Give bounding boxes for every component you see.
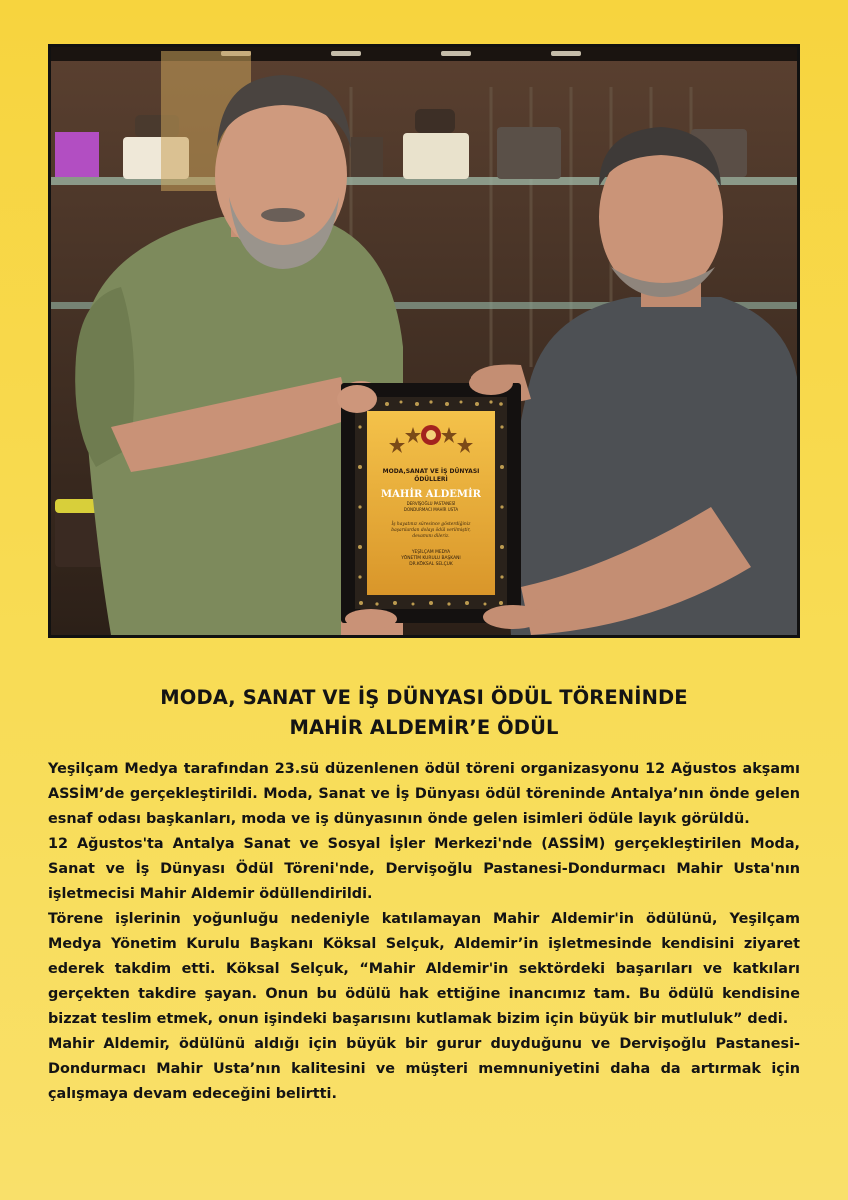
headline-line-1: MODA, SANAT VE İŞ DÜNYASI ÖDÜL TÖRENİNDE bbox=[160, 686, 688, 709]
plaque-business-line2: DONDURMACI MAHİR USTA bbox=[403, 507, 459, 512]
plaque-message-line1: İş hayatınız süresince gösterdiğiniz bbox=[391, 522, 471, 527]
plaque-recipient: MAHİR ALDEMİR bbox=[381, 489, 481, 500]
article-paragraph: Mahir Aldemir, ödülünü aldığı için büyük bir gurur duyduğunu ve Dervişoğlu Pastanesi-Dondurmacı Mahir Usta’nın kalitesini ve müşteri memnuniyetini daha da artırmak için çalışmaya devam edeceğini belirtti. bbox=[48, 1036, 800, 1102]
article-paragraph: Törene işlerinin yoğunluğu nedeniyle katılamayan Mahir Aldemir'in ödülünü, Yeşilçam Medya Yönetim Kurulu Başkanı Köksal Selçuk, Aldemir’in işletmesinde kendisini ziyaret ederek takdim etti. Köksal Selçuk, “Mahir Aldemir'in sektördeki başarıları ve katkıları gerçekten takdire şayan. Onun bu ödülü hak ettiğine inancımız tam. Bu ödülü kendisine bizzat teslim etmek, onun işindeki başarısını kutlamak bizim için büyük bir mutluluk” dedi. bbox=[48, 911, 800, 1027]
article-body bbox=[48, 757, 800, 1107]
award-photo-illustration bbox=[51, 47, 797, 635]
plaque-signature-line3: DR.KÖKSAL SELÇUK bbox=[409, 562, 453, 567]
award-photo bbox=[48, 44, 800, 638]
article-paragraph: 12 Ağustos'ta Antalya Sanat ve Sosyal İşler Merkezi'nde (ASSİM) gerçekleştirilen Moda, Sanat ve İş Dünyası Ödül Töreni'nde, Dervişoğlu Pastanesi-Dondurmacı Mahir Usta'nın işletmecisi Mahir Aldemir ödüllendirildi. bbox=[48, 836, 800, 902]
article-paragraph: Yeşilçam Medya tarafından 23.sü düzenlenen ödül töreni organizasyonu 12 Ağustos akşamı ASSİM’de gerçekleştirildi. Moda, Sanat ve İş Dünyası ödül töreninde Antalya’nın önde gelen esnaf odası başkanları, moda ve iş dünyasının önde gelen isimleri ödüle layık görüldü. bbox=[48, 761, 800, 827]
plaque-message-line2: başarılardan dolayı ödül verilmiştir, bbox=[391, 528, 471, 533]
headline bbox=[0, 683, 848, 743]
plaque-title-line1: MODA,SANAT VE İŞ DÜNYASI bbox=[382, 468, 480, 475]
plaque-business-line1: DERVİŞOĞLU PASTANESİ bbox=[406, 501, 456, 506]
plaque-signature-line1: YEŞİLÇAM MEDYA bbox=[411, 550, 451, 555]
plaque-title-line2: ÖDÜLLERİ bbox=[414, 476, 448, 483]
headline-line-2: MAHİR ALDEMİR’E ÖDÜL bbox=[289, 716, 559, 739]
plaque-signature-line2: YÖNETİM KURULU BAŞKANI bbox=[401, 556, 461, 561]
plaque-message-line3: devamını dileriz. bbox=[412, 534, 450, 539]
